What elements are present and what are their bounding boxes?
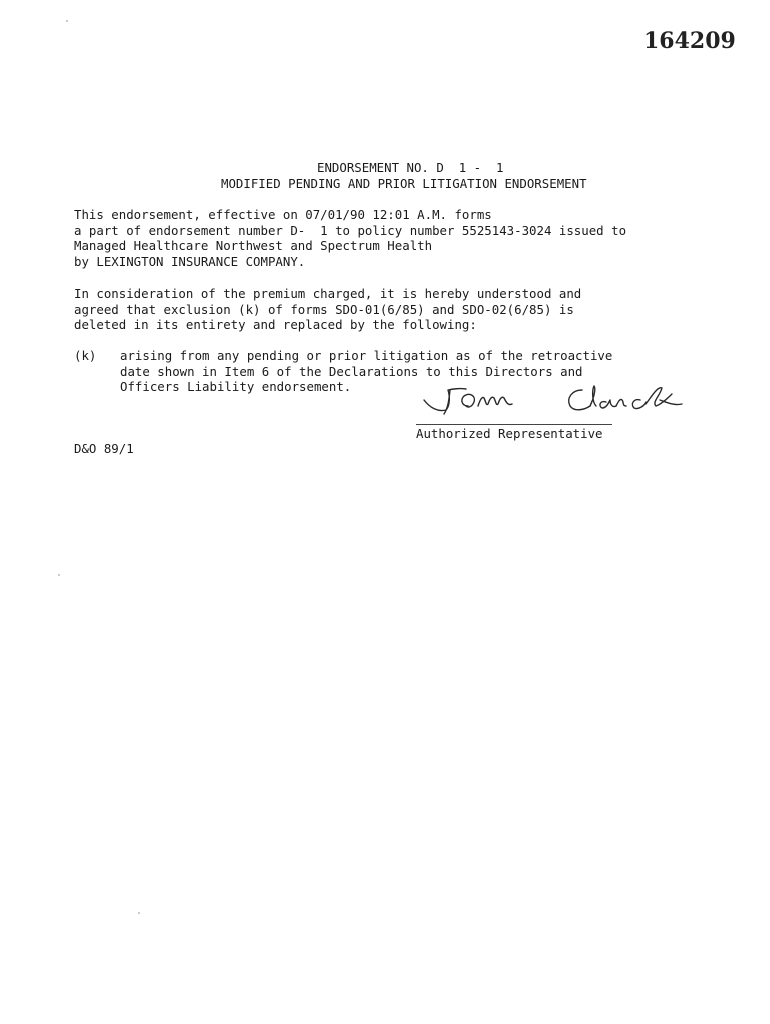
paragraph-line: Managed Healthcare Northwest and Spectrum Health xyxy=(74,238,433,254)
signature-rule xyxy=(416,424,612,425)
scan-speck xyxy=(66,20,68,22)
signature-caption: Authorized Representative xyxy=(416,426,603,441)
consideration-paragraph xyxy=(74,286,581,333)
paragraph-line: In consideration of the premium charged, it is hereby understood and xyxy=(74,286,582,301)
form-code: D&O 89/1 xyxy=(74,441,134,456)
paragraph-line: agreed that exclusion (k) of forms SDO-01(6/85) and SDO-02(6/85) is xyxy=(74,301,574,317)
clause-line: arising from any pending or prior litigation as of the retroactive xyxy=(120,348,613,363)
paragraph-line: a part of endorsement number D- 1 to policy number 5525143-3024 issued to xyxy=(74,222,627,238)
scan-speck xyxy=(58,574,60,576)
paragraph-line: deleted in its entirety and replaced by the following: xyxy=(74,317,477,333)
clause-line: date shown in Item 6 of the Declarations to this Directors and xyxy=(120,363,583,379)
paragraph-line: by LEXINGTON INSURANCE COMPANY. xyxy=(74,253,306,269)
clause-letter: (k) xyxy=(74,348,97,363)
effective-paragraph xyxy=(74,207,626,269)
handwritten-signature xyxy=(416,376,700,426)
endorsement-number: ENDORSEMENT NO. D 1 - 1 xyxy=(317,160,504,175)
paragraph-line: This endorsement, effective on 07/01/90 12:01 A.M. forms xyxy=(74,207,492,222)
endorsement-title: MODIFIED PENDING AND PRIOR LITIGATION ENDORSEMENT xyxy=(221,176,587,191)
scan-speck xyxy=(138,912,140,914)
clause-line: Officers Liability endorsement. xyxy=(120,379,352,395)
document-number: 164209 xyxy=(644,28,736,54)
